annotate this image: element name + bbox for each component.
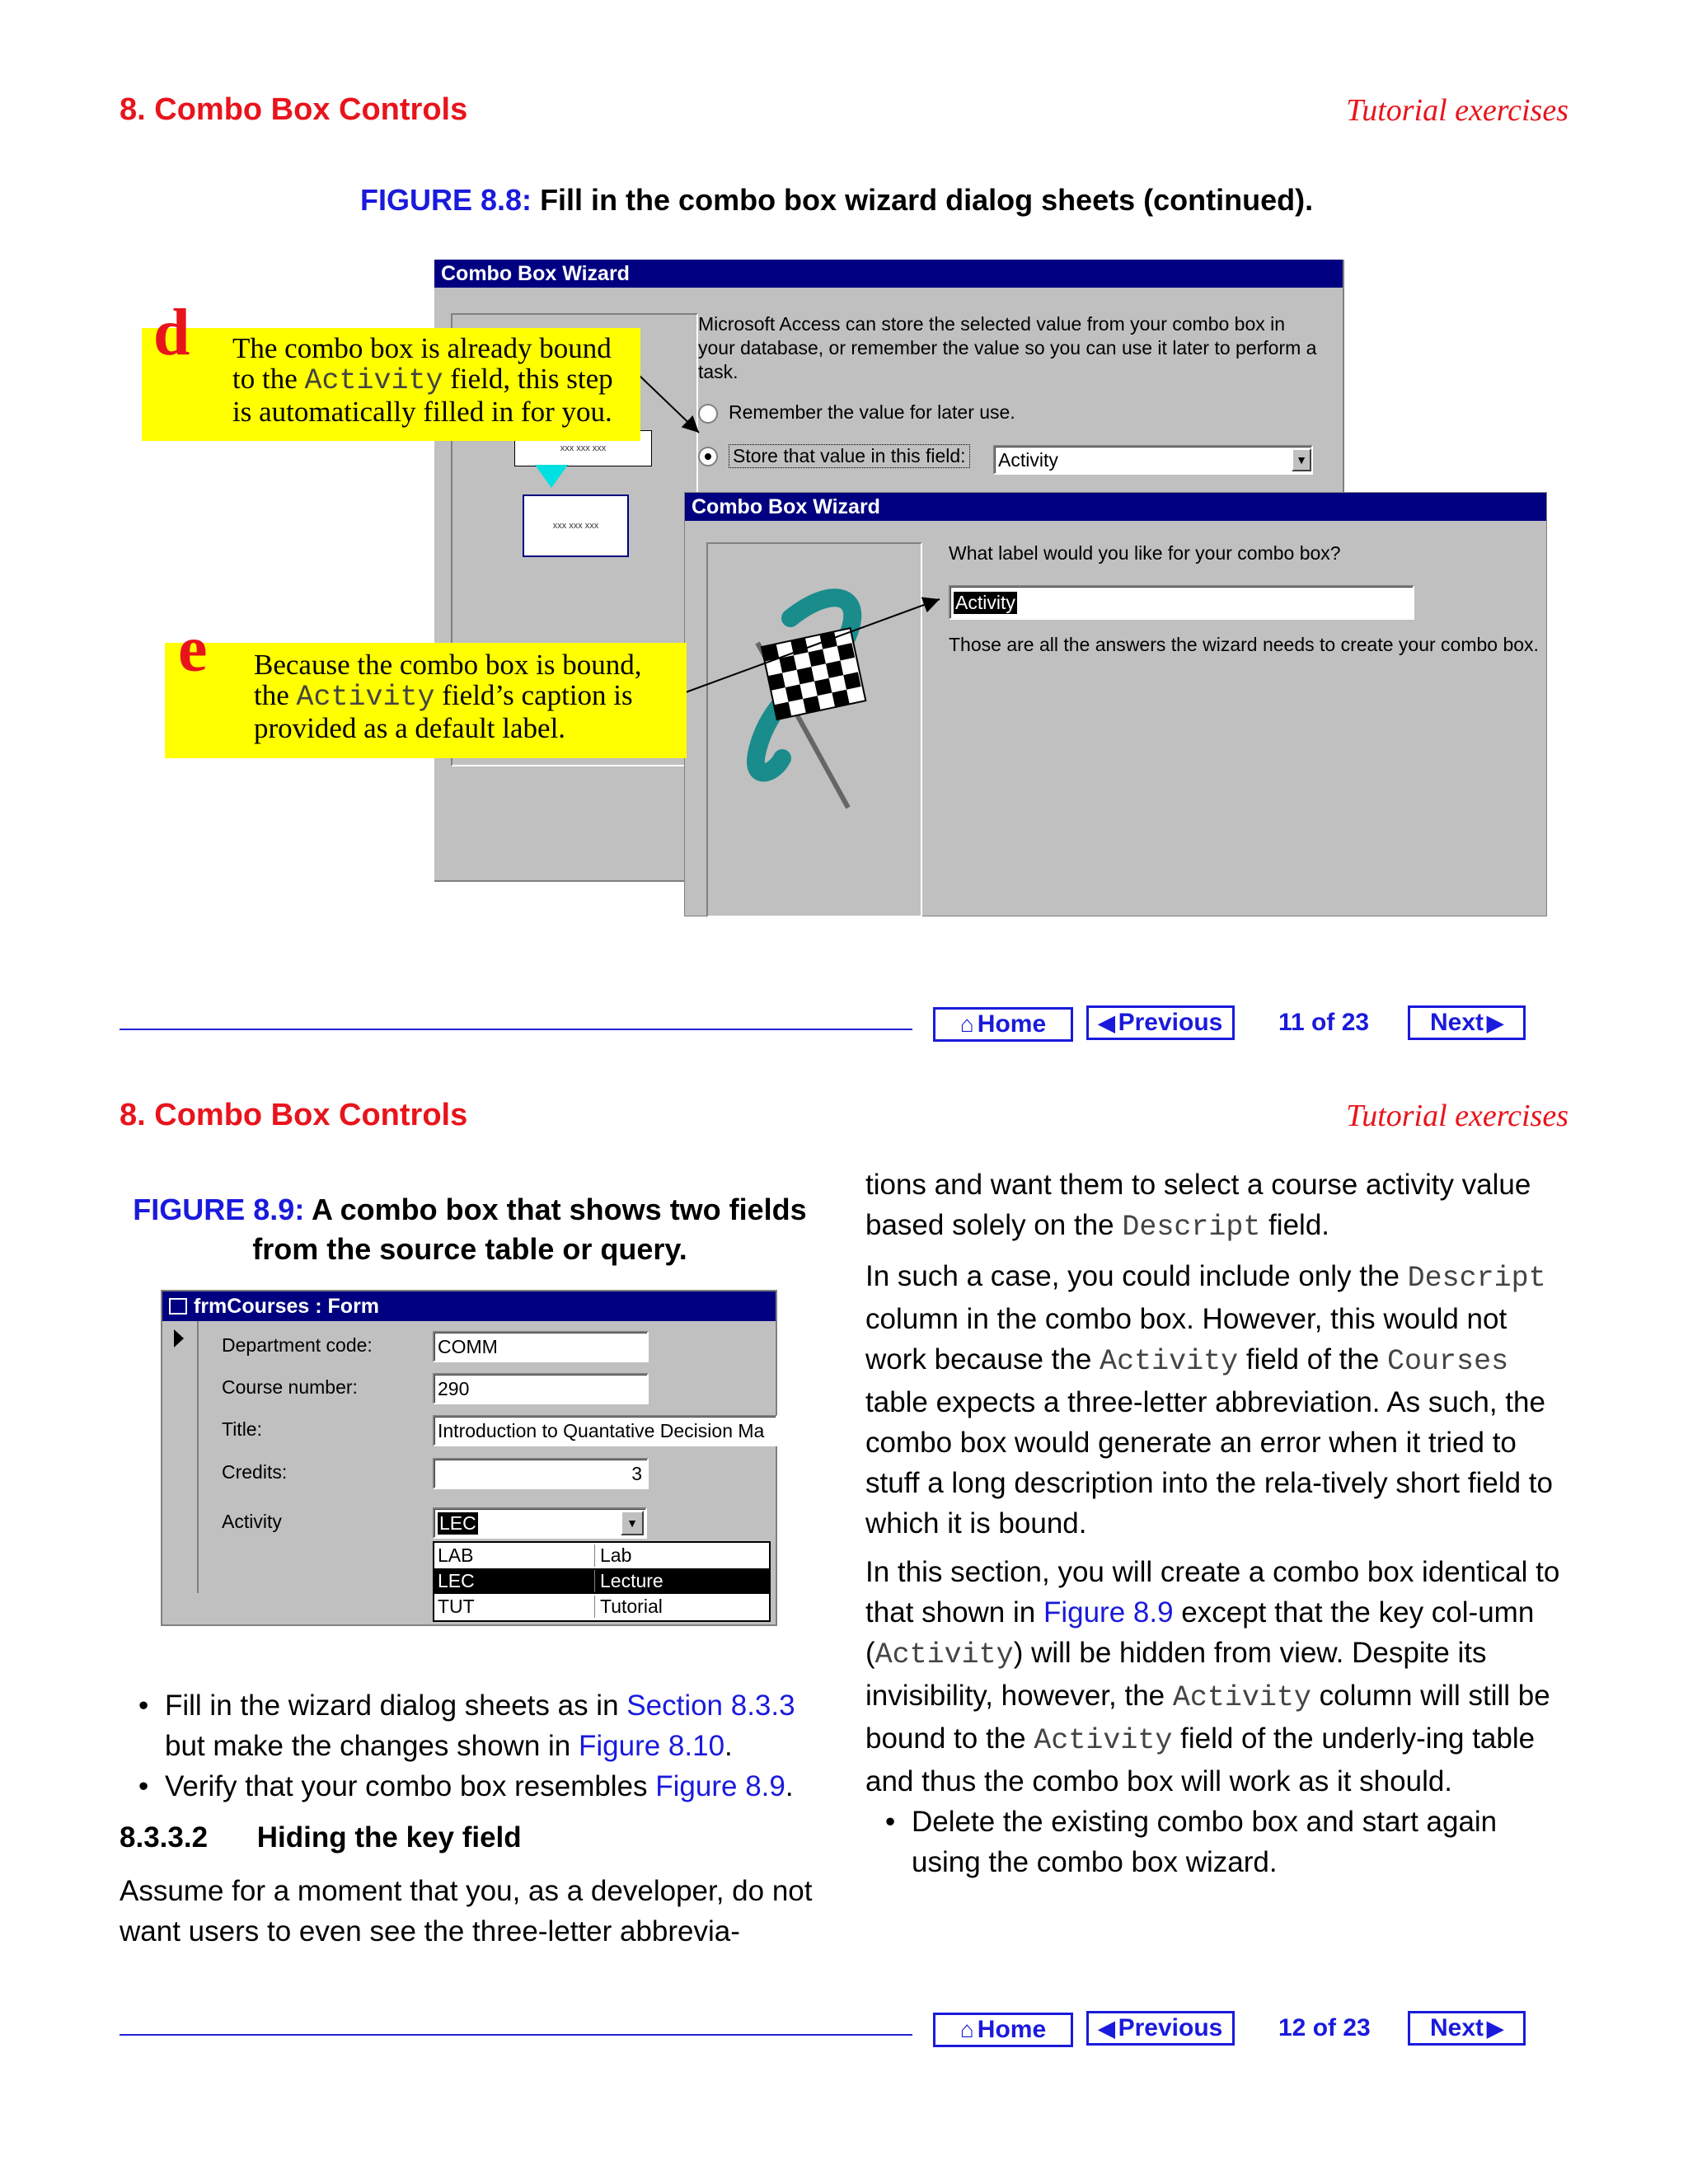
right-column: [865, 1165, 1570, 1882]
callout-d-code: Activity: [304, 364, 443, 397]
paragraph: [865, 1165, 1570, 1248]
form-title-bar: [162, 1291, 776, 1321]
credits-field[interactable]: [433, 1458, 649, 1489]
credits-value: 3: [631, 1462, 642, 1484]
activity-combo-value: LEC: [439, 1511, 476, 1534]
dropdown-code: LAB: [434, 1544, 595, 1567]
left-arrow-icon: ◀: [1098, 1010, 1115, 1035]
home-label: Home: [977, 1010, 1047, 1038]
home-label: Home: [977, 2016, 1047, 2043]
course-number-field[interactable]: [433, 1373, 649, 1404]
dropdown-item-selected[interactable]: [434, 1568, 769, 1594]
chevron-down-icon[interactable]: ▼: [1292, 448, 1311, 471]
form-title: frmCourses : Form: [194, 1294, 380, 1318]
department-code-value: COMM: [438, 1335, 498, 1357]
page1-footer-rule: [120, 1029, 912, 1030]
left-bullet-list: [138, 1685, 839, 1807]
callout-e-code: Activity: [296, 681, 435, 714]
field-label-title: Title:: [222, 1418, 262, 1440]
chevron-down-icon[interactable]: ▼: [621, 1511, 644, 1535]
text: except that the key col-umn (: [865, 1596, 1535, 1669]
figure-caption-line1: A combo box that shows two fields: [312, 1193, 807, 1226]
text: field of the underly-ing table and thus the combo box will work as it should.: [865, 1722, 1536, 1797]
right-arrow-icon: ▶: [1487, 2015, 1504, 2041]
wizard-question: What label would you like for your combo box?: [949, 542, 1341, 564]
next-label: Next: [1429, 2014, 1484, 2041]
remember-radio-label: Remember the value for later use.: [729, 401, 1015, 423]
wizard-title-2: Combo Box Wizard: [692, 494, 880, 518]
course-number-value: 290: [438, 1377, 470, 1399]
bullet-dot: •: [138, 1770, 149, 1802]
left-paragraph: Assume for a moment that you, as a developer, do not want users to even see the three-letter abbrevia-: [120, 1875, 813, 1947]
bullet-text: Fill in the wizard dialog sheets as in: [165, 1690, 627, 1722]
text: table expects a three-letter abbreviation. As such, the combo box would generate an error when it tried to stuff a long description into the rela-tively short field to which it is bound.: [865, 1386, 1553, 1540]
paragraph: [865, 1256, 1570, 1544]
home-icon: ⌂: [959, 1011, 974, 1037]
home-icon: ⌂: [959, 2017, 974, 2042]
dropdown-desc: Tutorial: [600, 1596, 663, 1617]
activity-dropdown-list: [433, 1541, 771, 1622]
previous-label: Previous: [1118, 2014, 1223, 2041]
callout-arrows: [0, 0, 1688, 989]
figure-caption-2: [120, 1190, 820, 1269]
dropdown-item[interactable]: [434, 1543, 769, 1568]
bullet-item: [138, 1766, 839, 1807]
wizard-title: Combo Box Wizard: [441, 261, 630, 285]
bullet-text: Delete the existing combo box and start again using the combo box wizard.: [912, 1806, 1498, 1878]
text: ) will be hidden from view. Despite its invisibility, however, the: [865, 1637, 1487, 1712]
left-arrow-icon: ◀: [1098, 2015, 1115, 2041]
field-grid-icon: xxx xxx xxx: [523, 494, 629, 557]
previous-button-2[interactable]: [1086, 2011, 1235, 2046]
text: In this section, you will create a combo box identical to that shown in: [865, 1556, 1560, 1629]
store-radio-label: Store that value in this field:: [729, 444, 970, 468]
frm-courses-form-window: [161, 1290, 777, 1626]
page-number: 11 of 23: [1278, 1009, 1370, 1036]
table-grid-icon: xxx xxx xxx: [514, 430, 652, 466]
previous-button[interactable]: [1086, 1005, 1235, 1040]
figure-link[interactable]: Figure 8.9: [655, 1770, 785, 1802]
bullet-dot: •: [138, 1690, 149, 1722]
record-pointer-icon: [174, 1329, 184, 1347]
page2-footer-rule: [120, 2034, 912, 2036]
bullet-text: .: [724, 1730, 733, 1762]
callout-d: [142, 297, 640, 441]
code-text: Activity: [1034, 1724, 1173, 1757]
dropdown-item[interactable]: [434, 1594, 769, 1619]
bullet-item: [138, 1685, 839, 1766]
wizard-intro-text: Microsoft Access can store the selected value from your combo box in your database, or remember the value so you can use it later to perform a task.: [698, 313, 1317, 382]
field-label-credits: Credits:: [222, 1461, 288, 1483]
dropdown-code: TUT: [434, 1596, 595, 1618]
previous-label: Previous: [1118, 1009, 1223, 1036]
callout-e: [165, 613, 687, 758]
code-text: Courses: [1387, 1345, 1509, 1378]
section-title: 8. Combo Box Controls: [120, 92, 468, 127]
code-text: Activity: [1172, 1681, 1311, 1714]
section-title-2: 8. Combo Box Controls: [120, 1098, 468, 1132]
bullet-text: Verify that your combo box resembles: [165, 1770, 656, 1802]
dropdown-code: LEC: [434, 1570, 595, 1592]
department-code-field[interactable]: [433, 1331, 649, 1362]
code-text: Descript: [1122, 1211, 1261, 1244]
subsection-number: 8.3.3.2: [120, 1821, 209, 1854]
code-text: Activity: [874, 1638, 1014, 1671]
subsection-heading: [120, 1821, 522, 1854]
home-button[interactable]: [933, 1007, 1073, 1042]
code-text: Activity: [1100, 1345, 1239, 1378]
bullet-text: but make the changes shown in: [165, 1730, 579, 1762]
header-right-2: Tutorial exercises: [1346, 1099, 1568, 1133]
bullet-text: .: [785, 1770, 794, 1802]
text: In such a case, you could include only the: [865, 1260, 1408, 1292]
callout-e-letter: e: [178, 613, 208, 686]
text: tions and want them to select a course activity value based solely on the: [865, 1169, 1531, 1241]
subsection-title: Hiding the key field: [256, 1821, 522, 1854]
text: column in the combo box. However, this would not work because the: [865, 1303, 1507, 1376]
next-label: Next: [1429, 1009, 1484, 1036]
header-right: Tutorial exercises: [1346, 93, 1568, 128]
callout-d-text-end: field, this step is automatically filled in for you.: [232, 363, 613, 428]
callout-d-letter: d: [153, 297, 190, 369]
wizard-note: Those are all the answers the wizard needs to create your combo box.: [949, 634, 1539, 655]
dropdown-desc: Lecture: [600, 1570, 663, 1591]
bullet-item: [865, 1802, 1570, 1882]
figure-link[interactable]: Figure 8.10: [578, 1730, 725, 1762]
code-text: Descript: [1407, 1262, 1546, 1295]
figure-link[interactable]: Figure 8.9: [1043, 1596, 1174, 1629]
text: column will still be bound to the: [865, 1680, 1550, 1755]
figure-label-2: FIGURE 8.9:: [133, 1193, 305, 1226]
field-label-dept: Department code:: [222, 1334, 373, 1356]
callout-e-text: Because the combo box is bound, the: [254, 649, 642, 711]
next-button-2[interactable]: [1408, 2011, 1526, 2046]
field-label-course: Course number:: [222, 1376, 358, 1398]
callout-e-text-end: field’s caption is provided as a default label.: [254, 679, 633, 744]
record-selector[interactable]: [162, 1321, 199, 1593]
callout-d-text: The combo box is already bound to the: [232, 332, 612, 395]
form-icon: [169, 1298, 187, 1315]
text: field of the: [1238, 1343, 1388, 1376]
next-button[interactable]: [1408, 1005, 1526, 1040]
figure-caption-line2: from the source table or query.: [252, 1232, 687, 1266]
dropdown-desc: Lab: [600, 1544, 632, 1566]
store-field-value: Activity: [998, 448, 1058, 471]
figure-caption-text: Fill in the combo box wizard dialog sheets (continued).: [540, 183, 1314, 217]
activity-combo[interactable]: [433, 1507, 647, 1539]
home-button-2[interactable]: [933, 2013, 1073, 2047]
page-number-2: 12 of 23: [1278, 2014, 1371, 2041]
bullet-dot: •: [885, 1806, 896, 1838]
field-label-activity: Activity: [222, 1511, 282, 1532]
section-link[interactable]: Section 8.3.3: [626, 1690, 795, 1722]
right-arrow-icon: ▶: [1487, 1010, 1504, 1035]
paragraph: [865, 1552, 1570, 1802]
figure-label: FIGURE 8.8:: [360, 183, 532, 217]
label-input-value: Activity: [955, 591, 1015, 613]
title-value: Introduction to Quantative Decision Ma: [438, 1419, 765, 1441]
text: field.: [1260, 1209, 1330, 1241]
title-field[interactable]: [433, 1415, 777, 1446]
